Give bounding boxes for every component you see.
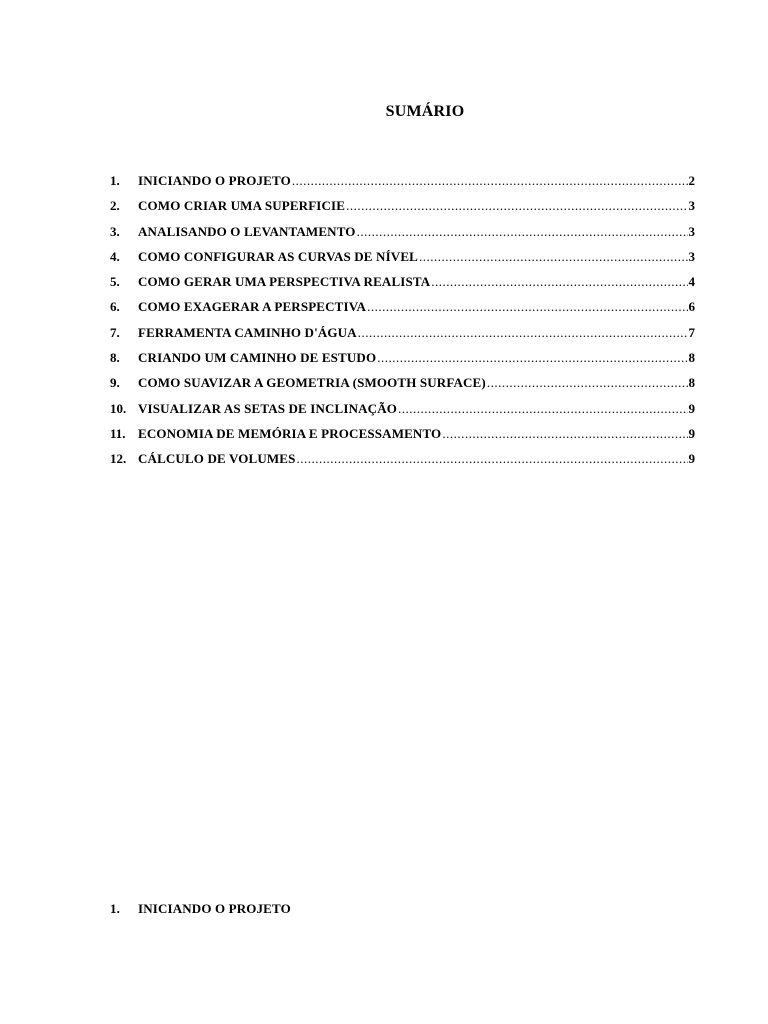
toc-entry-text[interactable]: FERRAMENTA CAMINHO D'ÁGUA	[138, 324, 357, 340]
page-title: SUMÁRIO	[385, 103, 465, 120]
toc-entry[interactable]	[110, 171, 695, 196]
toc-entry[interactable]	[110, 297, 695, 322]
toc-dot-leader	[431, 272, 687, 292]
section-title: INICIANDO O PROJETO	[138, 901, 291, 916]
toc-entry-page[interactable]: 6	[688, 299, 695, 315]
toc-entry[interactable]	[110, 222, 695, 247]
toc-dot-leader	[398, 399, 688, 419]
toc-dot-leader	[346, 196, 687, 216]
toc-entry[interactable]	[110, 247, 695, 272]
toc-dot-leader	[358, 323, 688, 343]
toc-entry-page[interactable]: 4	[688, 274, 695, 290]
toc-dot-leader	[367, 297, 687, 317]
toc-entry[interactable]	[110, 323, 695, 348]
toc-entry-number: 1.	[110, 173, 120, 188]
toc-entry[interactable]	[110, 399, 695, 424]
toc-entry[interactable]	[110, 272, 695, 297]
section-heading	[110, 901, 291, 917]
toc-entry-number: 6.	[110, 299, 120, 315]
toc-entry-page[interactable]: 8	[688, 375, 695, 391]
toc-entry-page[interactable]: 3	[688, 198, 695, 214]
toc-entry-text[interactable]: COMO SUAVIZAR A GEOMETRIA (SMOOTH SURFACE)	[138, 375, 486, 391]
toc-entry-text[interactable]: COMO EXAGERAR A PERSPECTIVA	[138, 299, 367, 315]
toc-entry-number: 3.	[110, 223, 120, 239]
toc-entry[interactable]	[110, 373, 695, 398]
toc-entry-number: 2.	[110, 198, 120, 214]
toc-entry-number: 11.	[110, 425, 126, 441]
toc-dot-leader	[487, 373, 688, 393]
toc-entry-text[interactable]: ECONOMIA DE MEMÓRIA E PROCESSAMENTO	[138, 425, 442, 441]
toc-entry-text[interactable]: CRIANDO UM CAMINHO DE ESTUDO	[138, 350, 377, 366]
toc-entry-number: 8.	[110, 350, 120, 366]
toc-dot-leader	[442, 424, 687, 444]
toc-entry-number: 12.	[110, 451, 127, 467]
toc-entry-text[interactable]: VISUALIZAR AS SETAS DE INCLINAÇÃO	[138, 400, 397, 416]
toc-entry-text[interactable]: ANALISANDO O LEVANTAMENTO	[138, 223, 356, 239]
toc-entry-number: 4.	[110, 248, 120, 264]
section-number: 1.	[110, 901, 121, 916]
toc-entry-text[interactable]: CÁLCULO DE VOLUMES	[138, 451, 296, 467]
toc-dot-leader	[357, 222, 688, 242]
toc-entry-text[interactable]: COMO GERAR UMA PERSPECTIVA REALISTA	[138, 274, 431, 290]
toc-entry[interactable]	[110, 348, 695, 373]
toc-entry-page[interactable]: 8	[688, 350, 695, 366]
toc-entry-page[interactable]: 3	[688, 248, 695, 264]
toc-entry-text[interactable]: COMO CONFIGURAR AS CURVAS DE NÍVEL	[138, 248, 418, 264]
toc-entry-page[interactable]: 7	[688, 324, 695, 340]
toc-entry-page[interactable]: 9	[688, 425, 695, 441]
toc-entry-page[interactable]: 9	[688, 451, 695, 467]
toc-dot-leader	[297, 449, 688, 469]
toc-dot-leader	[419, 247, 688, 267]
toc-entry-number: 7.	[110, 324, 120, 340]
toc-entry[interactable]	[110, 424, 695, 449]
toc-entry-text[interactable]: INICIANDO O PROJETO	[138, 173, 291, 188]
toc-entry-number: 10.	[110, 400, 127, 416]
toc-entry-number: 5.	[110, 274, 120, 290]
toc-dot-leader	[292, 171, 688, 191]
toc-entry[interactable]	[110, 449, 695, 474]
toc-entry-page[interactable]: 9	[688, 400, 695, 416]
toc-entry-text[interactable]: COMO CRIAR UMA SUPERFICIE	[138, 198, 346, 214]
toc-entry-number: 9.	[110, 375, 120, 391]
toc-entry[interactable]	[110, 196, 695, 221]
toc-dot-leader	[377, 348, 687, 368]
toc-entry-page[interactable]: 3	[688, 223, 695, 239]
table-of-contents	[110, 171, 695, 475]
toc-entry-page[interactable]: 2	[688, 173, 695, 188]
